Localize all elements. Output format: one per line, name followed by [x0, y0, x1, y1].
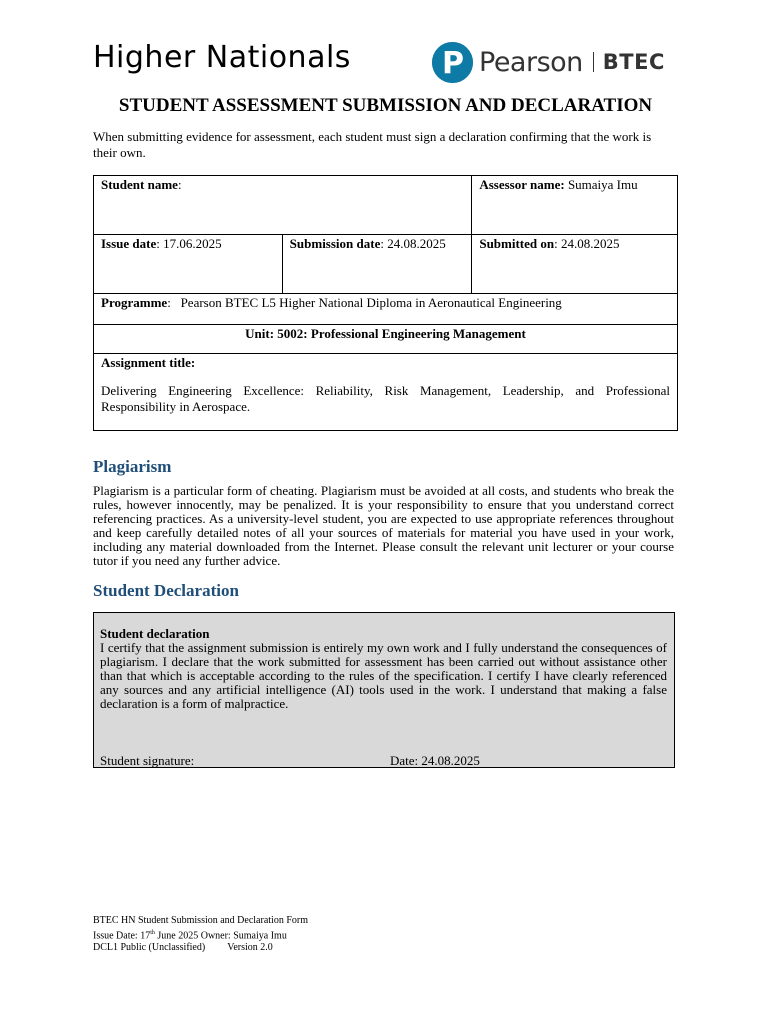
logo-mark-letter: P: [442, 45, 464, 81]
footer-line-1: BTEC HN Student Submission and Declaration Form: [93, 915, 308, 926]
logo-text: Pearson: [479, 46, 583, 78]
declaration-heading: Student Declaration: [93, 581, 239, 600]
plagiarism-text: Plagiarism is a particular form of cheating. Plagiarism must be avoided at all costs, and students who break the rules, however innocently, may be penalized. It is your responsibility to ensure that you understand correct referencing practices. As a university-level student, you are expected to use appropriate references throughout and keep carefully detailed notes of all your sources of materials for material you have used in your work, including any material downloaded from the Internet. Please consult the relevant unit lecturer or your course tutor if you need any further advice.: [93, 483, 674, 568]
submission-form-table: [93, 175, 678, 431]
footer-issue-prefix: Issue Date: 17: [93, 930, 151, 942]
footer-issue-suffix: June 2025 Owner: Sumaiya Imu: [154, 930, 287, 942]
intro-text: When submitting evidence for assessment, each student must sign a declaration confirming that the work is their own.: [93, 129, 652, 160]
logo-suffix: BTEC: [602, 50, 665, 74]
footer-issue-sup: th: [150, 930, 155, 936]
assessor-name-value: Sumaiya Imu: [567, 177, 638, 192]
footer-classification: DCL1 Public (Unclassified): [93, 942, 206, 954]
student-name-label: Student name: [101, 177, 178, 192]
student-name-cell[interactable]: Student name:: [94, 176, 472, 235]
submitted-on-label: Submitted on: [479, 236, 555, 251]
submission-date-value: 24.08.2025: [387, 236, 446, 251]
assignment-title-value: Delivering Engineering Excellence: Reliability, Risk Management, Leadership, and Professional Responsibility in Aerospace.: [101, 383, 670, 414]
submitted-on-value: 24.08.2025: [561, 236, 620, 251]
unit-cell: Unit: 5002: Professional Engineering Management: [94, 325, 678, 354]
assessor-name-cell[interactable]: [472, 176, 678, 235]
assignment-title-label: Assignment title:: [101, 355, 196, 370]
assessor-name-label: Assessor name:: [479, 177, 565, 192]
plagiarism-heading: Plagiarism: [93, 457, 172, 476]
declaration-date: Date: 24.08.2025: [390, 753, 480, 768]
submission-date-label: Submission date: [289, 236, 381, 251]
footer-line-2: [93, 927, 308, 942]
submitted-on-cell[interactable]: Submitted on: 24.08.2025: [472, 235, 678, 294]
declaration-text: I certify that the assignment submission is entirely my own work and I fully understand the consequences of plagiarism. I declare that the work submitted for assessment has been carried out without assistance other than that which is acceptable according to the rules of the specification. I certify I have clearly referenced any sources and any artificial intelligence (AI) tools used in the work. I understand that making a false declaration is a form of malpractice.: [100, 640, 667, 711]
declaration-box-title: Student declaration: [100, 626, 210, 641]
pearson-logo-icon: [432, 42, 473, 83]
programme-value: Pearson BTEC L5 Higher National Diploma in Aeronautical Engineering: [180, 295, 562, 310]
pearson-btec-logo: [432, 40, 665, 84]
submission-date-cell[interactable]: Submission date: 24.08.2025: [282, 235, 472, 294]
student-signature-field[interactable]: Student signature:: [100, 753, 195, 768]
logo-separator: [593, 52, 594, 72]
programme-cell: Programme: Pearson BTEC L5 Higher National Diploma in Aeronautical Engineering: [94, 294, 678, 325]
footer: [93, 915, 308, 954]
issue-date-cell[interactable]: Issue date: 17.06.2025: [94, 235, 283, 294]
footer-line-3: [93, 942, 308, 954]
issue-date-label: Issue date: [101, 236, 157, 251]
brand-title: Higher Nationals: [93, 40, 351, 75]
programme-label: Programme: [101, 295, 168, 310]
page-title: STUDENT ASSESSMENT SUBMISSION AND DECLARATION: [118, 95, 653, 116]
issue-date-value: 17.06.2025: [163, 236, 222, 251]
footer-version: Version 2.0: [227, 942, 273, 954]
declaration-box: [93, 612, 675, 768]
assignment-title-cell: [94, 354, 678, 431]
